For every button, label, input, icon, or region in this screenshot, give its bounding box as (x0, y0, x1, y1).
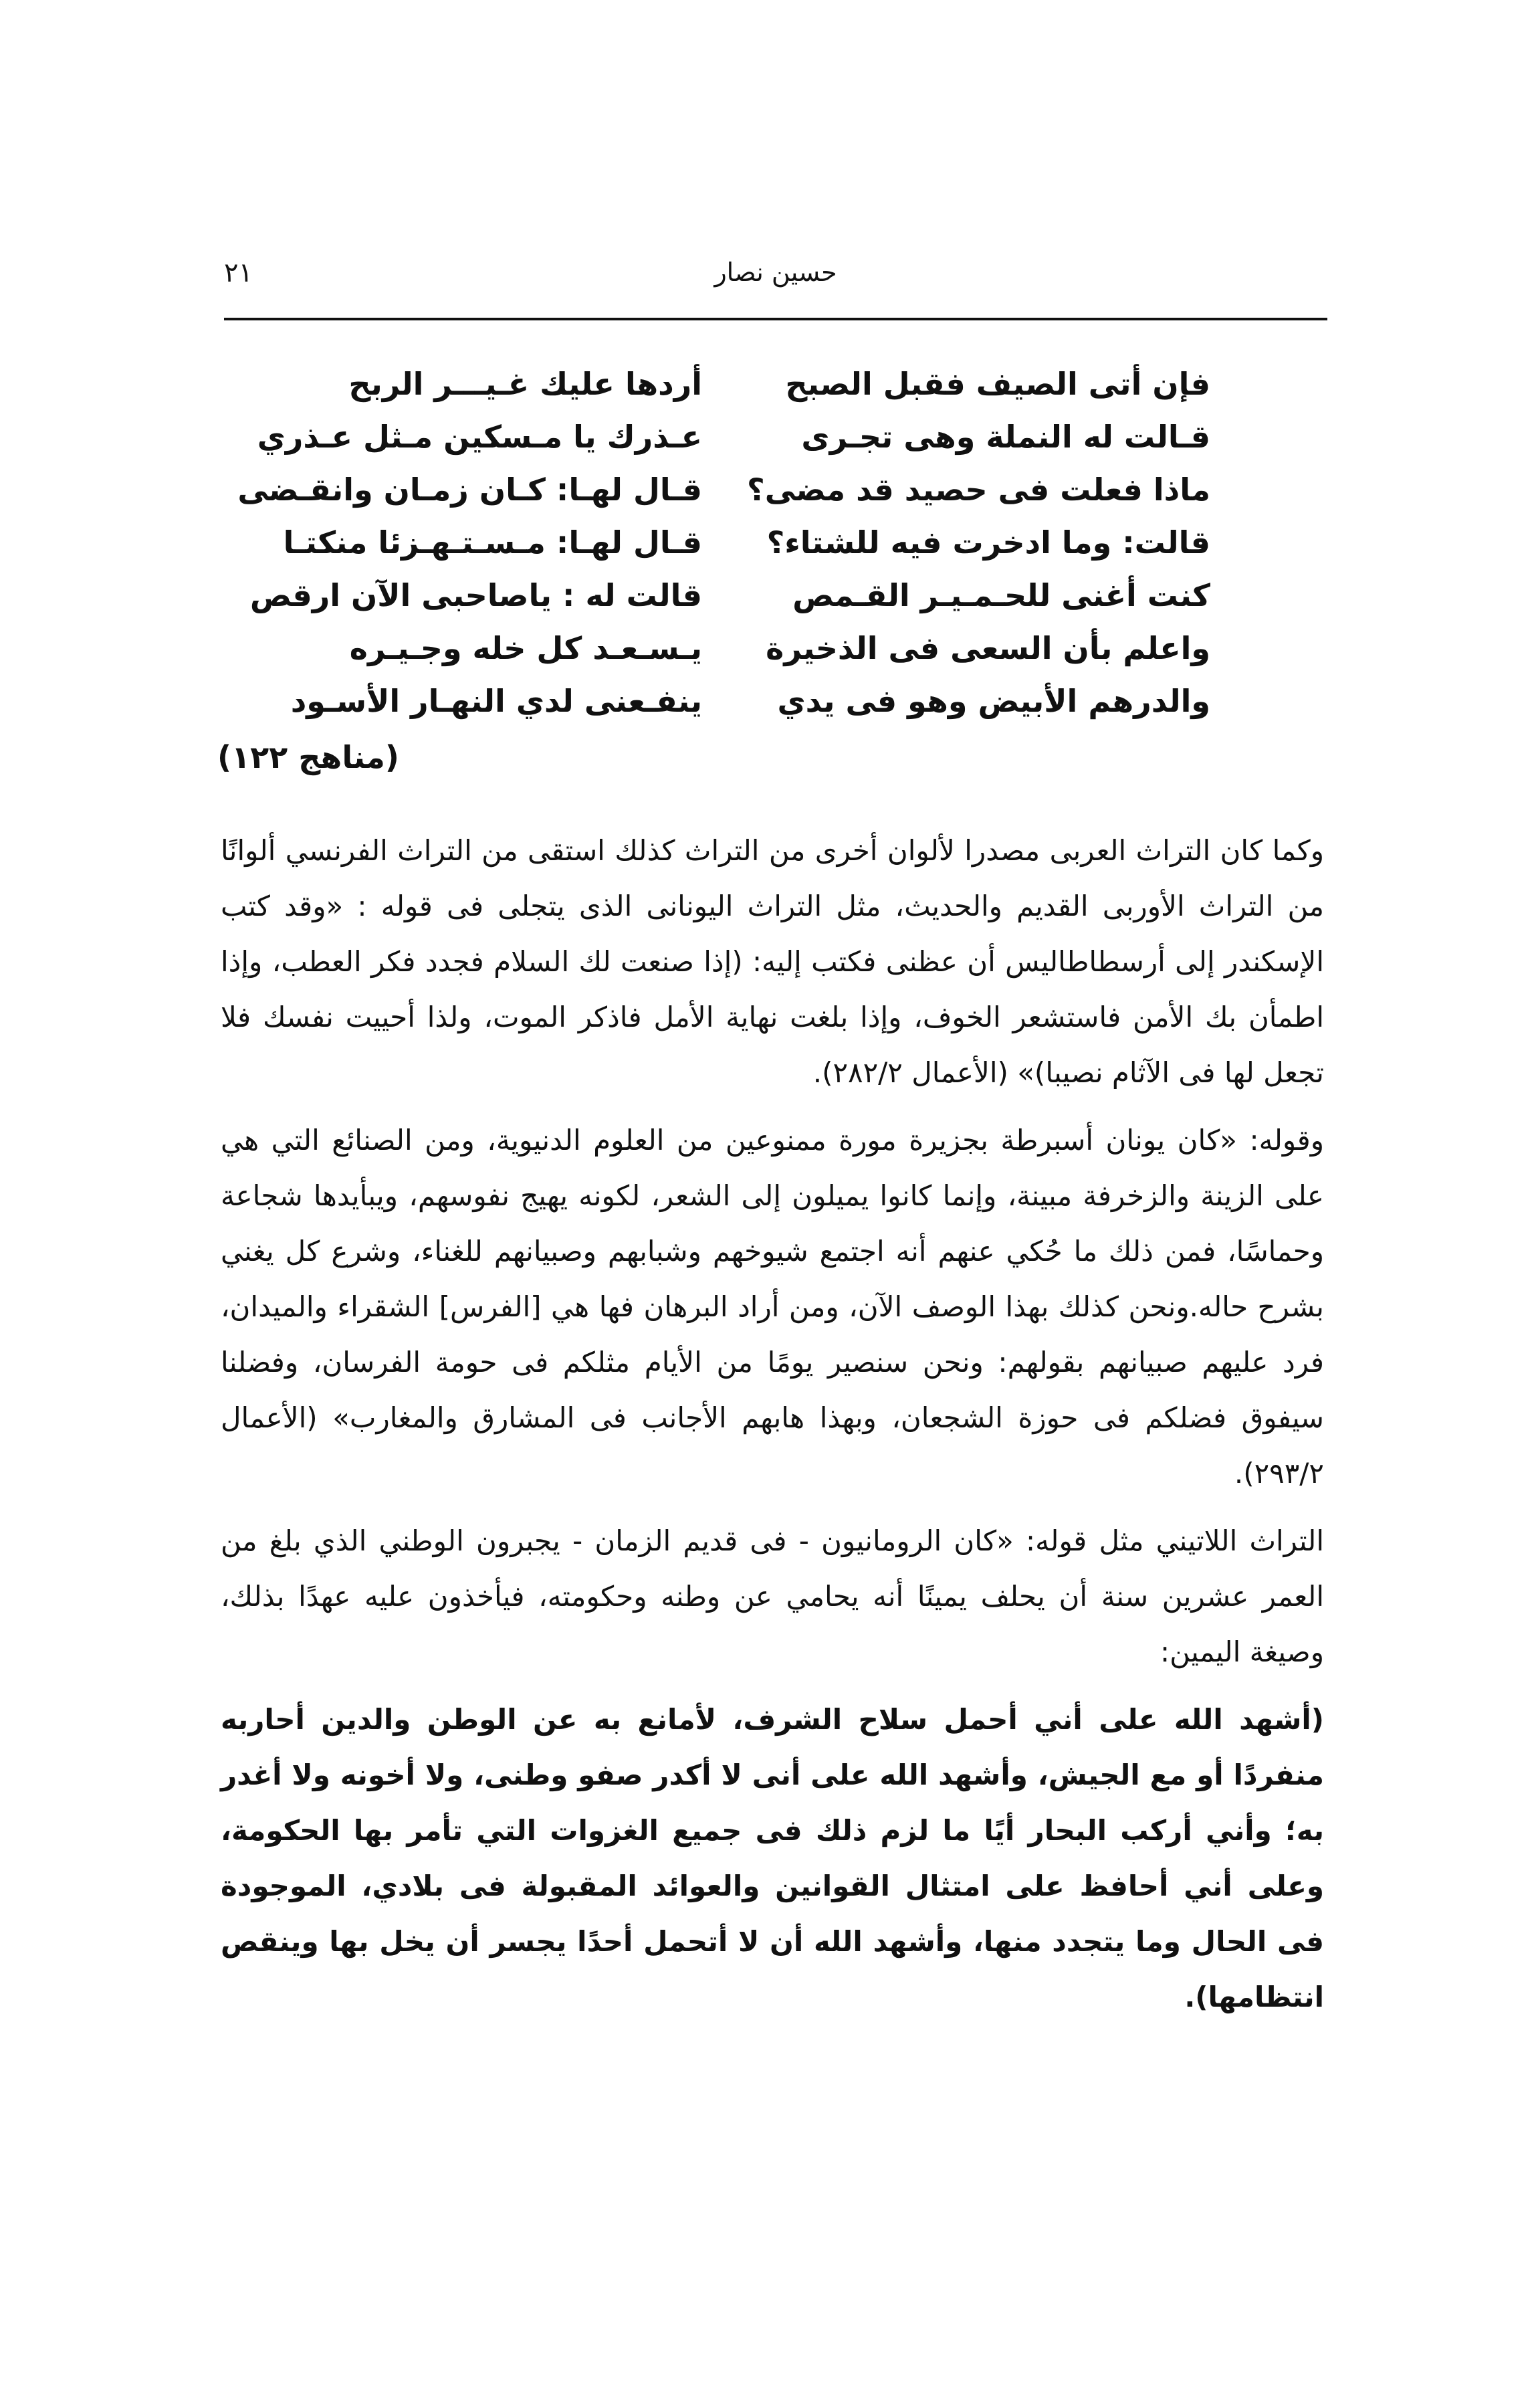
poem-verse-right: قـالت له النملة وهى تجـرى (801, 419, 1210, 455)
poem-right-column (742, 358, 1210, 728)
paragraph: وكما كان التراث العربى مصدرا لألوان أخرى من التراث كذلك استقى من التراث الفرنسي ألوانًا من التراث الأوربى القديم والحديث، مثل التراث اليونانى الذى يتجلى فى قوله : «وقد كتب الإسكندر إلى أرسطاطاليس أن عظنى فكتب إليه: (إذا صنعت لك السلام فجدد فكر العطب، وإذا اطمأن بك الأمن فاستشعر الخوف، وإذا بلغت نهاية الأمل فاذكر الموت، ولذا أحييت نفسك فلا تجعل لها فى الآثام نصيبا)» (الأعمال ٢٨٢/٢). (221, 834, 1324, 1089)
poem-citation: (مناهج ١٢٢) (217, 739, 399, 775)
page-number: ٢١ (224, 258, 253, 288)
running-head (224, 258, 1327, 298)
poem-verse-left: ينفـعنى لدي النهـار الأسـود (290, 683, 702, 719)
poem-verse-left: أردها عليك غـيـــر الربح (348, 366, 702, 402)
poem-verse-right: فإن أتى الصيف فقبل الصبح (785, 366, 1210, 402)
poem-verse-right: ماذا فعلت فى حصيد قد مضى؟ (747, 472, 1210, 508)
poem-verse-left: قـال لهـا: كـان زمـان وانقـضى (237, 472, 702, 508)
poem-verse-right: واعلم بأن السعى فى الذخيرة (766, 630, 1210, 666)
header-rule (224, 318, 1327, 320)
poem-left-column (237, 358, 702, 728)
running-head-author: حسين نصار (714, 258, 837, 287)
paragraph: وقوله: «كان يونان أسبرطة بجزيرة مورة ممنوعين من العلوم الدنيوية، ومن الصنائع التي هي على الزينة والزخرفة مبينة، وإنما كانوا يميلون إلى الشعر، لكونه يهيج نفوسهم، ويبأيدها شجاعة وحماسًا، فمن ذلك ما حُكي عنهم أنه اجتمع شيوخهم وشبابهم وصبيانهم للغناء، وشرع كل يغني بشرح حاله.ونحن كذلك بهذا الوصف الآن، ومن أراد البرهان فها هي [الفرس] الشقراء والميدان، فرد عليهم صبيانهم بقولهم: ونحن سنصير يومًا من الأيام مثلكم فى حومة الفرسان، وفضلنا سيفوق فضلكم فى حوزة الشجعان، وبهذا هابهم الأجانب فى المشارق والمغارب» (الأعمال ٢٩٣/٢). (221, 1124, 1324, 1490)
poem-verse-left: عـذرك يا مـسكين مـثل عـذري (257, 419, 702, 455)
poem-verse-right: كنت أغنى للحـمـيـر القـمص (792, 577, 1210, 613)
body-text (221, 823, 1324, 2037)
poem-verse-left: قـال لهـا: مـسـتـهـزئا منكتـا (283, 524, 702, 561)
oath-paragraph: (أشهد الله على أني أحمل سلاح الشرف، لأمانع به عن الوطن والدين أحاربه منفردًا أو مع الجيش، وأشهد الله على أنى لا أكدر صفو وطنى، ولا أخونه ولا أغدر به؛ وأني أركب البحار أيًا ما لزم ذلك فى جميع الغزوات التي تأمر بها الحكومة، وعلى أني أحافظ على امتثال القوانين والعوائد المقبولة فى بلادي، الموجودة فى الحال وما يتجدد منها، وأشهد الله أن لا أتحمل أحدًا يجسر أن يخل بها وينقص انتظامها). (221, 1703, 1324, 2013)
poem-verse-right: قالت: وما ادخرت فيه للشتاء؟ (766, 524, 1210, 561)
poem-verse-left: يـسـعـد كل خله وجـيـره (349, 630, 702, 666)
poem-verse-right: والدرهم الأبيض وهو فى يدي (777, 683, 1210, 719)
poem-verse-left: قالت له : ياصاحبى الآن ارقص (249, 577, 702, 613)
paragraph: التراث اللاتيني مثل قوله: «كان الرومانيون - فى قديم الزمان - يجبرون الوطني الذي بلغ من العمر عشرين سنة أن يحلف يمينًا أنه يحامي عن وطنه وحكومته، فيأخذون عليه عهدًا بذلك، وصيغة اليمين: (221, 1524, 1324, 1668)
